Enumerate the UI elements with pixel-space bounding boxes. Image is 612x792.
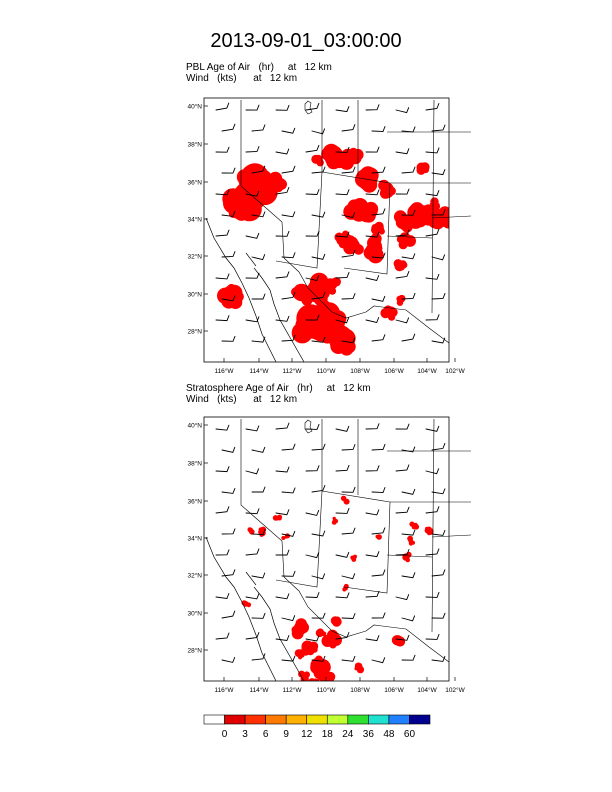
age-of-air-cell [420,162,429,171]
colorbar-swatch [204,715,225,724]
colorbar-label: 36 [362,729,374,740]
lat-label: 40°N [187,103,202,111]
age-of-air-cell [227,284,236,293]
age-of-air-cell [361,177,377,193]
colorbar-swatch [266,715,287,724]
age-of-air-cell [352,240,360,248]
colorbar-swatch [389,715,410,724]
lon-label: 110°W [316,687,336,694]
age-of-air-cell [281,536,285,540]
colorbar-label: 48 [383,729,395,740]
lat-label: 28°N [187,328,202,336]
lat-label: 38°N [187,460,202,468]
age-of-air-cell [351,557,356,562]
lon-label: 112°W [282,687,302,694]
age-of-air-cell [294,287,303,296]
age-of-air-cell [317,156,322,161]
lat-label: 34°N [187,535,202,543]
age-of-air-cell [333,517,336,520]
age-of-air-cell [377,535,381,539]
lat-label: 36°N [187,179,202,187]
age-of-air-cell [332,520,337,525]
map-group [187,98,471,375]
lat-label: 30°N [187,291,202,299]
main-title: 2013-09-01_03:00:00 [210,30,402,52]
age-of-air-cell [235,191,248,204]
age-of-air-cell [295,649,303,657]
lon-label: 108°W [350,368,370,375]
lat-label: 32°N [187,572,202,580]
lon-label: 114°W [249,368,269,375]
lon-label: 104°W [417,368,437,375]
colorbar-swatch [307,715,328,724]
panel1-map [182,96,465,375]
age-of-air-cell [321,631,326,636]
lat-label: 30°N [187,610,202,618]
age-of-air-cell [399,265,405,271]
panel2-map-svg [182,415,465,694]
panel1-map-svg [182,96,465,375]
colorbar-label: 0 [221,729,228,740]
lon-label: 102°W [445,368,465,375]
colorbar-swatch [409,715,430,724]
colorbar-label: 60 [403,729,416,740]
colorbar-label: 12 [301,729,313,740]
lat-label: 32°N [187,253,202,261]
colorbar-swatch [327,715,348,724]
age-of-air-cell [374,228,381,235]
age-of-air-cell [249,528,253,532]
map-group [187,417,471,702]
age-of-air-cell [335,233,344,242]
age-of-air-cell [306,647,315,656]
age-of-air-cell [395,636,405,646]
age-of-air-cell [246,602,251,607]
lon-label: 110°W [316,368,336,375]
age-of-air-cell [340,342,354,356]
lon-label: 106°W [384,368,404,375]
age-of-air-cell [342,588,346,592]
colorbar [204,714,430,726]
lon-label: 102°W [445,687,465,694]
age-of-air-cell [414,524,420,530]
lat-label: 40°N [187,422,202,430]
lon-label: 108°W [350,687,370,694]
colorbar-swatch [225,715,246,724]
age-of-air-cell [355,667,359,671]
colorbar-label: 9 [283,729,289,740]
age-of-air-cell [326,155,341,170]
age-of-air-cell [275,517,278,520]
panel1-subtitle-line1: PBL Age of Air (hr) at 12 km [186,62,332,73]
age-of-air-cell [357,666,364,673]
lat-label: 38°N [187,141,202,149]
age-of-air-cell [425,527,431,533]
colorbar-label: 3 [242,729,248,740]
colorbar-label: 24 [342,729,354,740]
lon-label: 116°W [214,368,234,375]
panel2-subtitle-line1: Stratosphere Age of Air (hr) at 12 km [186,383,371,394]
age-of-air-cell [233,208,241,216]
age-of-air-cell [330,280,337,287]
age-of-air-cell [315,658,324,667]
colorbar-swatch [245,715,266,724]
lon-label: 116°W [214,687,234,694]
panel2-subtitle-line2: Wind (kts) at 12 km [186,394,298,405]
lon-label: 112°W [282,368,302,375]
age-of-air-cell [408,539,413,544]
lon-label: 104°W [417,687,437,694]
age-of-air-cell [339,155,354,170]
lat-label: 36°N [187,498,202,506]
age-of-air-cell [368,250,377,259]
age-of-air-cell [295,618,307,630]
lon-label: 114°W [249,687,269,694]
colorbar-swatch [348,715,369,724]
lat-label: 34°N [187,216,202,224]
panel1-subtitle-line2: Wind (kts) at 12 km [186,73,298,84]
lon-label: 106°W [384,687,404,694]
age-of-air-cell [332,618,341,627]
panel2-map [182,415,465,694]
age-of-air-cell [343,499,346,502]
age-of-air-cell [274,183,284,193]
colorbar-label: 18 [321,729,333,740]
colorbar-label: 6 [262,729,269,740]
lat-label: 28°N [187,647,202,655]
colorbar-swatch [286,715,307,724]
colorbar-swatch [368,715,389,724]
